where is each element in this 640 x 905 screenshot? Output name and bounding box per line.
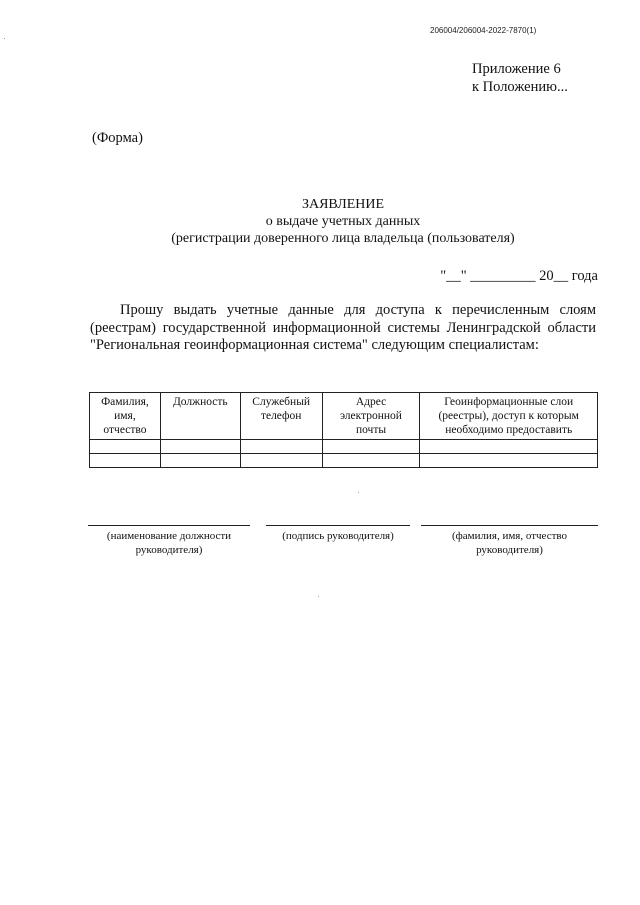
table-row <box>90 454 598 468</box>
table-cell[interactable] <box>322 454 420 468</box>
signature-caption: (подпись руководителя) <box>282 530 394 542</box>
column-header-phone: Служебный телефон <box>240 393 322 440</box>
column-header-position: Должность <box>160 393 240 440</box>
appendix-reference <box>472 60 622 96</box>
title-heading: ЗАЯВЛЕНИЕ <box>301 197 385 212</box>
form-label: (Форма) <box>92 130 143 146</box>
full-name-caption: (фамилия, имя, отчество руководителя) <box>451 530 568 556</box>
table-cell[interactable] <box>160 454 240 468</box>
table-cell[interactable] <box>160 440 240 454</box>
column-header-full-name: Фамилия, имя, отчество <box>90 393 161 440</box>
scan-speck <box>318 596 319 597</box>
appendix-regulation: к Положению... <box>472 79 568 95</box>
table-cell[interactable] <box>240 454 322 468</box>
date-line: "__" _________ 20__ года <box>440 268 598 284</box>
table-cell[interactable] <box>90 440 161 454</box>
table-cell[interactable] <box>240 440 322 454</box>
scan-speck <box>358 492 359 493</box>
table-cell[interactable] <box>90 454 161 468</box>
document-title <box>90 196 596 247</box>
specialists-table <box>89 392 598 468</box>
position-caption: (наименование должности руководителя) <box>106 530 232 556</box>
appendix-number: Приложение 6 <box>472 61 561 77</box>
full-name-signature-line[interactable] <box>421 525 598 526</box>
title-subject-detail: (регистрации доверенного лица владельца (пользователя) <box>171 231 515 246</box>
table-cell[interactable] <box>420 440 598 454</box>
column-header-layers: Геоинформационные слои (реестры), доступ к которым необходимо предоставить <box>420 393 598 440</box>
table-header-row <box>90 393 598 440</box>
table-cell[interactable] <box>322 440 420 454</box>
title-subject: о выдаче учетных данных <box>265 214 421 229</box>
request-body-text: Прошу выдать учетные данные для доступа к перечисленным слоям (реестрам) государственной информационной системы Ленинградской области "Региональная геоинформационная система" следующим специалистам: <box>90 302 596 353</box>
signature-line[interactable] <box>266 525 410 526</box>
position-signature-line[interactable] <box>88 525 250 526</box>
table-cell[interactable] <box>420 454 598 468</box>
document-id: 206004/206004-2022-7870(1) <box>430 26 537 35</box>
table-row <box>90 440 598 454</box>
column-header-email: Адрес электронной почты <box>322 393 420 440</box>
scan-speck <box>4 38 5 39</box>
